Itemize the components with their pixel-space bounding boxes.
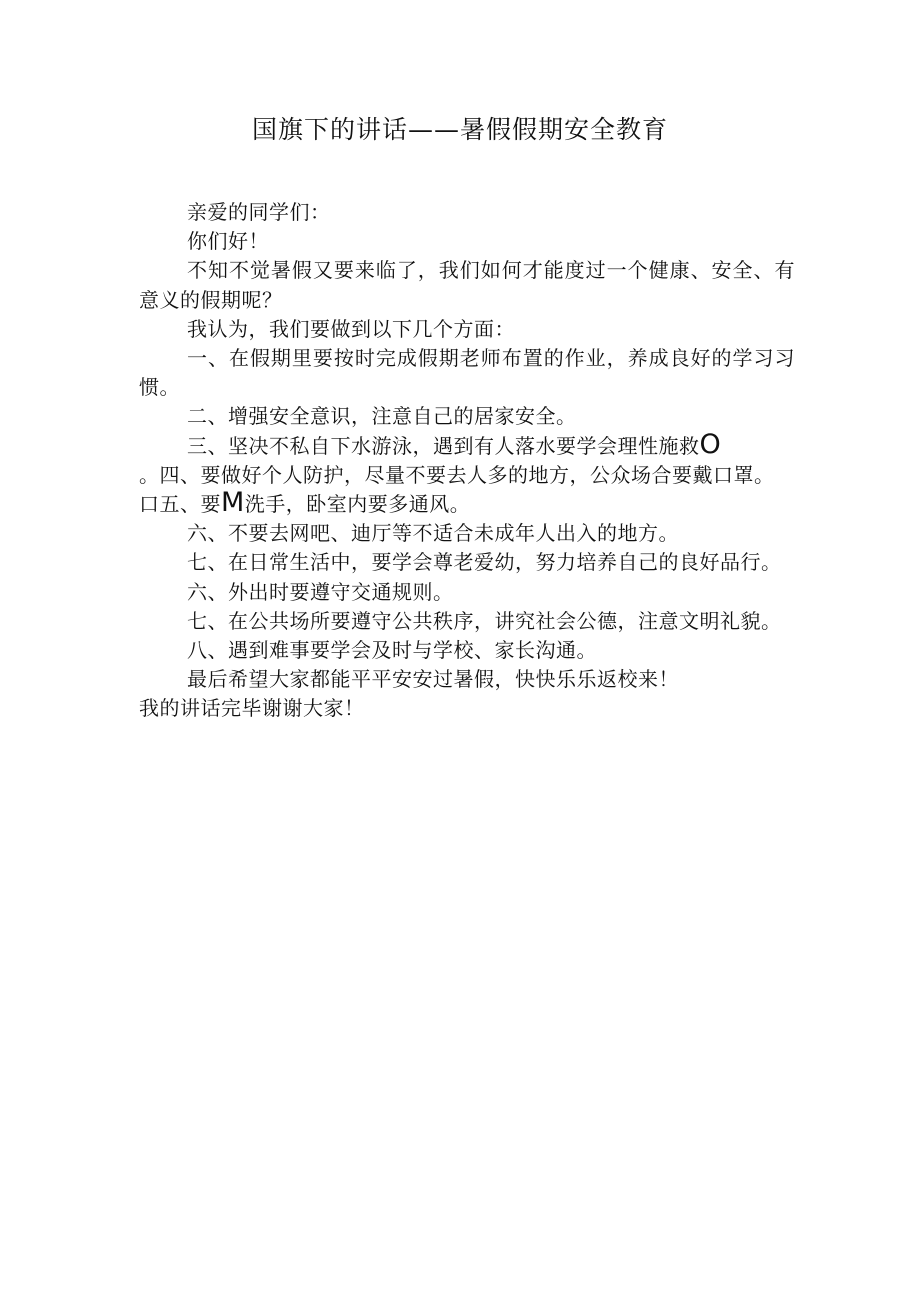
item-6b: 六、外出时要遵守交通规则。 (187, 579, 454, 604)
item-5 (139, 487, 795, 519)
thanks-line: 我的讲话完毕谢谢大家！ (139, 696, 365, 721)
item-3-text: 三、坚决不私自下水游泳，遇到有人落水要学会理性施救 (187, 433, 700, 458)
item-4-text: 四、要做好个人防护，尽量不要去人多的地方，公众场合要戴口罩。 (159, 462, 775, 487)
item-3-glyph: O (699, 428, 722, 460)
item-2: 二、增强安全意识，注意自己的居家安全。 (187, 404, 577, 429)
aspects-lead: 我认为，我们要做到以下几个方面： (187, 316, 515, 341)
intro-paragraph: 不知不觉暑假又要来临了，我们如何才能度过一个健康、安全、有意义的假期呢？ (139, 258, 795, 312)
speech-body (139, 198, 795, 724)
page-title: 国旗下的讲话——暑假假期安全教育 (251, 115, 668, 144)
item-7b: 七、在公共场所要遵守公共秩序，讲究社会公德，注意文明礼貌。 (187, 608, 782, 633)
item-5-text: 洗手，卧室内要多通风。 (244, 492, 471, 517)
item-1: 一、在假期里要按时完成假期老师布置的作业，养成良好的学习习惯。 (139, 346, 795, 400)
item-7: 七、在日常生活中，要学会尊老爱幼，努力培养自己的良好品行。 (187, 550, 782, 575)
item-4-lead-mark: 。 (139, 462, 160, 487)
greeting-line: 亲爱的同学们： (187, 200, 331, 224)
item-3 (139, 428, 795, 461)
closing-line: 最后希望大家都能平平安安过暑假，快快乐乐返校来！ (187, 667, 679, 692)
item-5-glyph: M (221, 487, 245, 519)
item-4 (139, 461, 795, 490)
hello-line: 你们好！ (187, 229, 269, 254)
item-6: 六、不要去网吧、迪厅等不适合未成年人出入的地方。 (187, 521, 679, 546)
item-8: 八、遇到难事要学会及时与学校、家长沟通。 (187, 638, 597, 663)
item-5-lead: 口五、要 (139, 492, 221, 517)
